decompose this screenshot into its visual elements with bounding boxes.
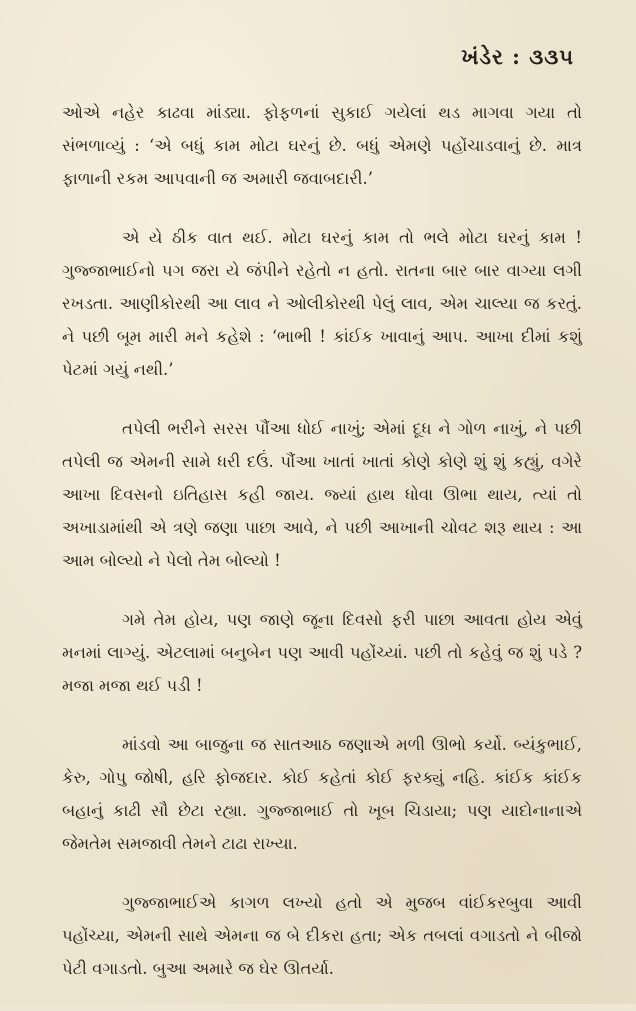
page-body <box>62 96 582 1011</box>
paragraph-5: માંડવો આ બાજુના જ સાતઆઠ જણાએ મળી ઊભો કર્યો. બ્યંકુભાઈ, કેરુ, ગોપુ જોષી, હરિ ફોજદાર. કોઈ કહેતાં કોઈ ફરક્યું નહિ. કાંઈક કાંઈક બહાનું કાઢી સૌ છેટા રહ્યા. ગુજ્જાભાઈ તો ખૂબ ચિડાયા; પણ યાદોનાનાએ જેમતેમ સમજાવી તેમને ટાઢા રાખ્યા. <box>62 735 582 853</box>
running-header: ખંડેર : ૩૩૫ <box>461 44 574 69</box>
paragraph-6: ગુજ્જાભાઈએ કાગળ લખ્યો હતો એ મુજબ વાંઈકરબુવા આવી પહોંચ્યા, એમની સાથે એમના જ બે દીકરા હતા; એક તબલાં વગાડતો ને બીજો પેટી વગાડતો. બુઆ અમારે જ ઘેર ઊતર્યા. <box>62 893 582 978</box>
paragraph-3: તપેલી ભરીને સરસ પૌંઆ ધોઈ નાખું; એમાં દૂધ ને ગોળ નાખું, ને પછી તપેલી જ એમની સામે ધરી દઉં. પૌંઆ ખાતાં ખાતાં કોણે કોણે શું શું કહ્યું, વગેરે આખા દિવસનો ઇતિહાસ કહી જાય. જ્યાં હાથ ધોવા ઊભા થાય, ત્યાં તો અખાડામાંથી એ ત્રણે જણા પાછા આવે, ને પછી આખાની ચોવટ શરૂ થાય : આ આમ બોલ્યો ને પેલો તેમ બોલ્યો ! <box>62 419 582 570</box>
paragraph-2: એ યે ઠીક વાત થઈ. મોટા ઘરનું કામ તો ભલે મોટા ઘરનું કામ ! ગુજ્જાભાઈનો પગ જરા યે જંપીને રહેતો ન હતો. રાતના બાર બાર વાગ્યા લગી રખડતા. આણીકોરથી આ લાવ ને ઓલીકોરથી પેલું લાવ, એમ ચાલ્યા જ કરતું. ને પછી બૂમ મારી મને કહેશે : ‘ભાભી ! કાંઈક ખાવાનું આપ. આખા દીમાં કશું પેટમાં ગયું નથી.’ <box>62 228 582 379</box>
paragraph-1: ઓએ નહેર કાઢવા માંડ્યા. ફોફળનાં સુકાઈ ગયેલાં થડ માગવા ગયા તો સંભળાવ્યું : ‘એ બધું કામ મોટા ઘરનું છે. બધું એમણે પહોંચાડવાનું છે. માત્ર ફાળાની રકમ આપવાની જ અમારી જવાબદારી.’ <box>62 103 582 188</box>
paragraph-4: ગમે તેમ હોય, પણ જાણે જૂના દિવસો ફરી પાછા આવતા હોય એવું મનમાં લાગ્યું. એટલામાં બનુબેન પણ આવી પહોંચ્યાં. પછી તો કહેવું જ શું પડે ? મજા મજા થઈ પડી ! <box>62 610 582 695</box>
